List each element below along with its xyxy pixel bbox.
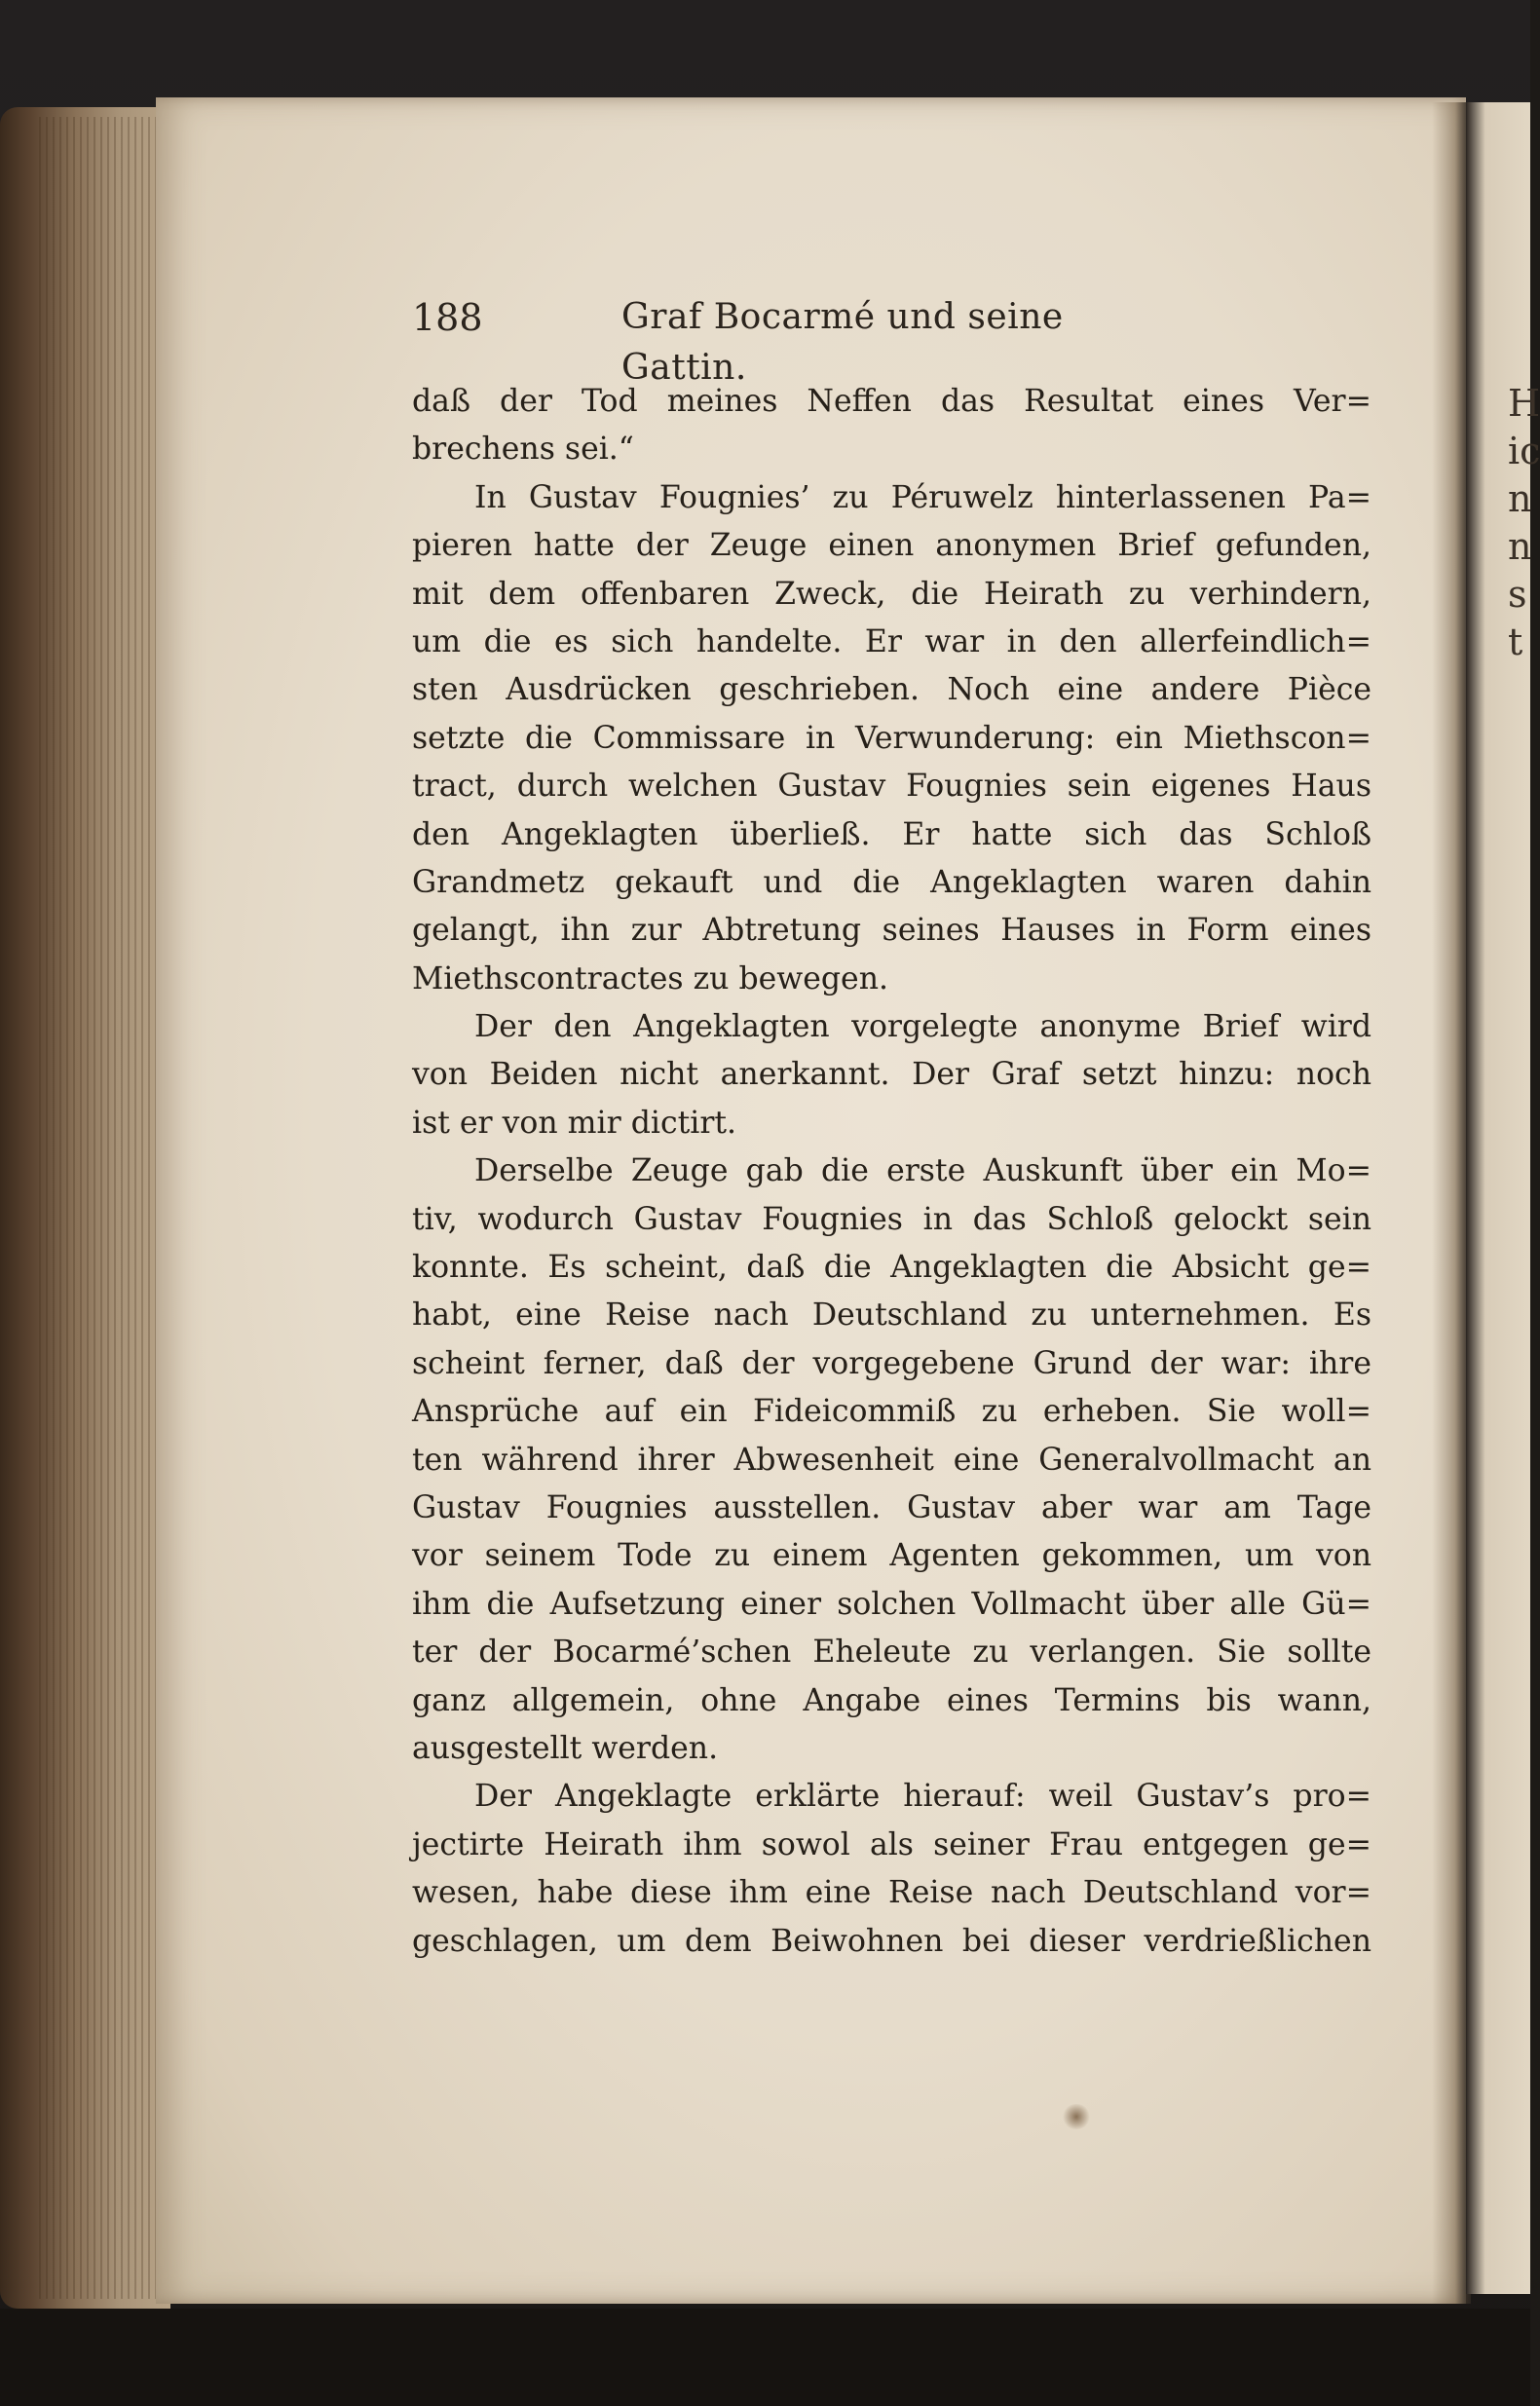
- running-head: [412, 292, 1174, 388]
- text-line: vor seinem Tode zu einem Agenten gekommen, um von: [412, 1538, 1371, 1574]
- text-line: setzte die Commissare in Verwunderung: ein Miethscon=: [412, 720, 1371, 756]
- facing-page-line: n: [1508, 525, 1532, 568]
- text-line: ausgestellt werden.: [412, 1730, 719, 1766]
- text-line: Der Angeklagte erklärte hierauf: weil Gustav’s pro=: [474, 1779, 1371, 1815]
- text-line: ten während ihrer Abwesenheit eine Generalvollmacht an: [412, 1442, 1371, 1478]
- facing-page-text-fragment: [1508, 380, 1540, 666]
- facing-page-line: H: [1508, 382, 1540, 425]
- text-line: Miethscontractes zu bewegen.: [412, 960, 889, 996]
- text-line: Gustav Fougnies ausstellen. Gustav aber war am Tage: [412, 1489, 1371, 1525]
- text-line: geschlagen, um dem Beiwohnen bei dieser verdrießlichen: [412, 1923, 1371, 1959]
- text-line: pieren hatte der Zeuge einen anonymen Brief gefunden,: [412, 528, 1371, 564]
- book-gutter: [1432, 102, 1471, 2304]
- text-line: ihm die Aufsetzung einer solchen Vollmacht über alle Gü=: [412, 1586, 1371, 1622]
- text-line: von Beiden nicht anerkannt. Der Graf setzt hinzu: noch: [412, 1057, 1371, 1093]
- text-line: Der den Angeklagten vorgelegte anonyme Brief wird: [474, 1009, 1371, 1045]
- paper-stain: [1062, 2104, 1091, 2129]
- text-line: tiv, wodurch Gustav Fougnies in das Schloß gelockt sein: [412, 1201, 1371, 1237]
- body-text: [412, 378, 1371, 1966]
- text-line: den Angeklagten überließ. Er hatte sich das Schloß: [412, 816, 1371, 852]
- text-line: gelangt, ihn zur Abtretung seines Hauses in Form eines: [412, 913, 1371, 949]
- text-line: In Gustav Fougnies’ zu Péruwelz hinterlassenen Pa=: [474, 479, 1371, 515]
- facing-page-line: s: [1508, 573, 1527, 616]
- page-edge-texture: [39, 117, 166, 2299]
- text-line: brechens sei.“: [412, 432, 634, 468]
- text-line: ter der Bocarmé’schen Eheleute zu verlangen. Sie sollte: [412, 1635, 1371, 1671]
- page-number: 188: [412, 296, 483, 339]
- text-line: Ansprüche auf ein Fideicommiß zu erheben. Sie woll=: [412, 1394, 1371, 1430]
- text-line: ganz allgemein, ohne Angabe eines Termins bis wann,: [412, 1682, 1371, 1718]
- facing-page-line: ic: [1508, 430, 1540, 472]
- text-line: konnte. Es scheint, daß die Angeklagten die Absicht ge=: [412, 1250, 1371, 1286]
- text-line: sten Ausdrücken geschrieben. Noch eine andere Pièce: [412, 672, 1371, 708]
- text-line: daß der Tod meines Neffen das Resultat eines Ver=: [412, 384, 1371, 419]
- text-line: um die es sich handelte. Er war in den allerfeindlich=: [412, 623, 1371, 659]
- text-line: habt, eine Reise nach Deutschland zu unternehmen. Es: [412, 1297, 1371, 1334]
- text-line: ist er von mir dictirt.: [412, 1105, 737, 1141]
- running-title: Graf Bocarmé und seine Gattin.: [621, 297, 1064, 388]
- text-line: Derselbe Zeuge gab die erste Auskunft über ein Mo=: [474, 1153, 1371, 1189]
- text-line: Grandmetz gekauft und die Angeklagten waren dahin: [412, 864, 1371, 900]
- facing-page-line: t: [1508, 620, 1523, 663]
- text-line: wesen, habe diese ihm eine Reise nach Deutschland vor=: [412, 1875, 1371, 1911]
- text-line: jectirte Heirath ihm sowol als seiner Frau entgegen ge=: [412, 1826, 1371, 1862]
- facing-page-line: n: [1508, 477, 1532, 520]
- text-line: tract, durch welchen Gustav Fougnies sein eigenes Haus: [412, 769, 1371, 805]
- text-line: scheint ferner, daß der vorgegebene Grund der war: ihre: [412, 1345, 1371, 1381]
- text-line: mit dem offenbaren Zweck, die Heirath zu verhindern,: [412, 576, 1371, 612]
- background-surface: [0, 2309, 1530, 2406]
